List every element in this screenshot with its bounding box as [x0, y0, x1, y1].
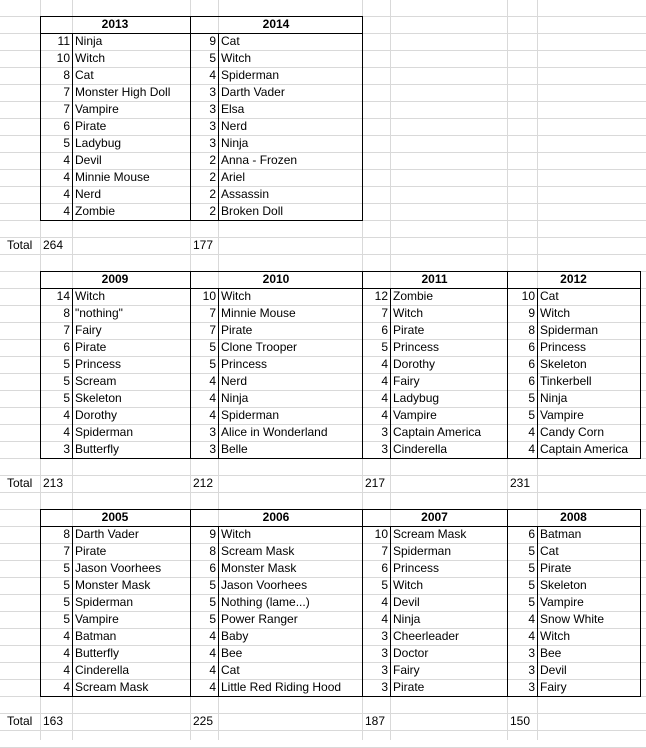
table-border — [640, 509, 641, 697]
costume-cell[interactable]: Spiderman — [393, 544, 452, 558]
costume-cell[interactable]: Skeleton — [540, 357, 587, 371]
count-cell[interactable]: 5 — [209, 612, 216, 626]
table-border — [40, 16, 363, 17]
costume-cell[interactable]: Cheerleader — [393, 629, 460, 643]
costume-cell[interactable]: Fairy — [393, 374, 420, 388]
costume-cell[interactable]: Nothing (lame...) — [221, 595, 310, 609]
count-cell[interactable]: 4 — [209, 374, 216, 388]
count-cell[interactable]: 5 — [381, 340, 388, 354]
costume-cell[interactable]: Monster Mask — [221, 561, 297, 575]
count-cell[interactable]: 10 — [374, 527, 388, 541]
total-value-2013[interactable]: 264 — [43, 238, 64, 252]
count-cell[interactable]: 4 — [381, 391, 388, 405]
costume-cell[interactable]: Snow White — [540, 612, 605, 626]
gridline-horizontal — [0, 492, 646, 493]
count-cell[interactable]: 3 — [209, 442, 216, 456]
costume-cell[interactable]: Witch — [393, 578, 423, 592]
costume-cell[interactable]: Fairy — [393, 663, 420, 677]
count-cell[interactable]: 3 — [381, 629, 388, 643]
total-label[interactable]: Total — [7, 714, 33, 728]
costume-cell[interactable]: Cinderella — [393, 442, 448, 456]
costume-cell[interactable]: Scream — [75, 374, 117, 388]
year-header-2011[interactable]: 2011 — [421, 272, 448, 286]
costume-cell[interactable]: Candy Corn — [540, 425, 605, 439]
costume-cell[interactable]: Spiderman — [75, 425, 134, 439]
costume-cell[interactable]: Ladybug — [75, 136, 122, 150]
costume-cell[interactable]: "nothing" — [75, 306, 123, 320]
costume-cell[interactable]: Clone Trooper — [221, 340, 298, 354]
count-cell[interactable]: 4 — [63, 663, 70, 677]
table-border — [40, 220, 363, 221]
count-cell[interactable]: 5 — [63, 357, 70, 371]
costume-cell[interactable]: Pirate — [393, 680, 425, 694]
count-cell[interactable]: 7 — [381, 306, 388, 320]
costume-cell[interactable]: Nerd — [75, 187, 102, 201]
table-border — [218, 288, 219, 459]
total-value-2005[interactable]: 163 — [43, 714, 64, 728]
count-cell[interactable]: 5 — [63, 595, 70, 609]
costume-cell[interactable]: Princess — [393, 561, 440, 575]
total-value-2007[interactable]: 187 — [365, 714, 386, 728]
costume-cell[interactable]: Minnie Mouse — [221, 306, 296, 320]
costume-cell[interactable]: Pirate — [75, 340, 107, 354]
table-border — [40, 696, 641, 697]
count-cell[interactable]: 7 — [209, 306, 216, 320]
count-cell[interactable]: 5 — [63, 612, 70, 626]
costume-cell[interactable]: Cat — [540, 544, 559, 558]
count-cell[interactable]: 6 — [528, 357, 535, 371]
costume-cell[interactable]: Devil — [540, 663, 567, 677]
costume-cell[interactable]: Alice in Wonderland — [221, 425, 328, 439]
count-cell[interactable]: 11 — [57, 34, 70, 48]
table-border — [40, 16, 41, 221]
count-cell[interactable]: 4 — [63, 680, 70, 694]
costume-cell[interactable]: Batman — [75, 629, 117, 643]
count-cell[interactable]: 6 — [209, 561, 216, 575]
count-cell[interactable]: 5 — [528, 595, 535, 609]
costume-cell[interactable]: Ninja — [393, 612, 421, 626]
count-cell[interactable]: 8 — [63, 527, 70, 541]
count-cell[interactable]: 4 — [63, 204, 70, 218]
costume-cell[interactable]: Butterfly — [75, 442, 120, 456]
count-cell[interactable]: 8 — [528, 323, 535, 337]
year-header-2006[interactable]: 2006 — [262, 510, 290, 524]
count-cell[interactable]: 8 — [63, 306, 70, 320]
count-cell[interactable]: 5 — [209, 340, 216, 354]
costume-cell[interactable]: Devil — [393, 595, 420, 609]
count-cell[interactable]: 4 — [528, 442, 535, 456]
count-cell[interactable]: 5 — [528, 391, 535, 405]
costume-cell[interactable]: Spiderman — [221, 68, 280, 82]
year-header-2013[interactable]: 2013 — [101, 17, 129, 31]
costume-cell[interactable]: Witch — [75, 289, 105, 303]
table-border — [40, 271, 641, 272]
count-cell[interactable]: 7 — [63, 544, 70, 558]
costume-cell[interactable]: Spiderman — [75, 595, 134, 609]
count-cell[interactable]: 8 — [209, 544, 216, 558]
table-border — [72, 288, 73, 459]
count-cell[interactable]: 3 — [209, 136, 216, 150]
costume-cell[interactable]: Princess — [540, 340, 587, 354]
costume-cell[interactable]: Anna - Frozen — [221, 153, 298, 167]
count-cell[interactable]: 4 — [209, 629, 216, 643]
costume-cell[interactable]: Princess — [75, 357, 122, 371]
costume-cell[interactable]: Zombie — [75, 204, 116, 218]
costume-cell[interactable]: Pirate — [75, 119, 107, 133]
year-header-2008[interactable]: 2008 — [560, 510, 587, 524]
costume-cell[interactable]: Witch — [221, 527, 251, 541]
count-cell[interactable]: 3 — [528, 680, 535, 694]
costume-cell[interactable]: Power Ranger — [221, 612, 298, 626]
count-cell[interactable]: 4 — [63, 646, 70, 660]
costume-cell[interactable]: Cat — [540, 289, 559, 303]
table-border — [40, 271, 41, 459]
costume-cell[interactable]: Monster High Doll — [75, 85, 171, 99]
table-border — [537, 288, 538, 459]
total-value-2011[interactable]: 217 — [365, 476, 386, 490]
costume-cell[interactable]: Witch — [75, 51, 105, 65]
count-cell[interactable]: 3 — [381, 425, 388, 439]
count-cell[interactable]: 14 — [56, 289, 70, 303]
count-cell[interactable]: 2 — [209, 187, 216, 201]
costume-cell[interactable]: Ariel — [221, 170, 246, 184]
table-border — [40, 288, 641, 289]
count-cell[interactable]: 6 — [63, 340, 70, 354]
count-cell[interactable]: 3 — [381, 663, 388, 677]
total-value-2006[interactable]: 225 — [193, 714, 214, 728]
costume-cell[interactable]: Pirate — [75, 544, 107, 558]
table-border — [640, 271, 641, 459]
costume-cell[interactable]: Vampire — [540, 408, 584, 422]
costume-cell[interactable]: Pirate — [540, 561, 572, 575]
costume-cell[interactable]: Broken Doll — [221, 204, 284, 218]
count-cell[interactable]: 5 — [209, 578, 216, 592]
total-value-2008[interactable]: 150 — [510, 714, 531, 728]
year-header-2010[interactable]: 2010 — [262, 272, 290, 286]
table-border — [72, 33, 73, 221]
count-cell[interactable]: 5 — [209, 357, 216, 371]
costume-cell[interactable]: Ninja — [540, 391, 568, 405]
costume-cell[interactable]: Witch — [540, 306, 570, 320]
costume-cell[interactable]: Little Red Riding Hood — [221, 680, 342, 694]
table-border — [537, 526, 538, 697]
total-label[interactable]: Total — [7, 476, 33, 490]
count-cell[interactable]: 9 — [209, 34, 216, 48]
costume-cell[interactable]: Captain America — [540, 442, 629, 456]
count-cell[interactable]: 5 — [63, 136, 70, 150]
count-cell[interactable]: 4 — [63, 629, 70, 643]
table-border — [40, 509, 41, 697]
costume-cell[interactable]: Fairy — [540, 680, 567, 694]
count-cell[interactable]: 5 — [209, 595, 216, 609]
count-cell[interactable]: 10 — [56, 51, 70, 65]
gridline-horizontal — [0, 730, 646, 731]
count-cell[interactable]: 3 — [381, 680, 388, 694]
table-border — [40, 458, 641, 459]
costume-cell[interactable]: Devil — [75, 153, 102, 167]
costume-cell[interactable]: Cat — [75, 68, 94, 82]
count-cell[interactable]: 9 — [528, 306, 535, 320]
costume-cell[interactable]: Tinkerbell — [540, 374, 592, 388]
costume-cell[interactable]: Scream Mask — [221, 544, 295, 558]
costume-cell[interactable]: Vampire — [75, 612, 119, 626]
count-cell[interactable]: 4 — [209, 68, 216, 82]
count-cell[interactable]: 4 — [209, 680, 216, 694]
count-cell[interactable]: 3 — [528, 646, 535, 660]
costume-cell[interactable]: Scream Mask — [75, 680, 149, 694]
costume-cell[interactable]: Vampire — [540, 595, 584, 609]
count-cell[interactable]: 4 — [381, 374, 388, 388]
count-cell[interactable]: 4 — [63, 425, 70, 439]
count-cell[interactable]: 5 — [528, 578, 535, 592]
table-border — [218, 526, 219, 697]
table-border — [40, 509, 641, 510]
count-cell[interactable]: 4 — [63, 408, 70, 422]
count-cell[interactable]: 10 — [521, 289, 535, 303]
table-border — [40, 33, 363, 34]
costume-cell[interactable]: Pirate — [221, 323, 253, 337]
count-cell[interactable]: 5 — [209, 51, 216, 65]
count-cell[interactable]: 7 — [63, 323, 70, 337]
count-cell[interactable]: 3 — [63, 442, 70, 456]
count-cell[interactable]: 6 — [528, 374, 535, 388]
count-cell[interactable]: 4 — [63, 170, 70, 184]
count-cell[interactable]: 10 — [202, 289, 216, 303]
count-cell[interactable]: 7 — [209, 323, 216, 337]
count-cell[interactable]: 6 — [381, 561, 388, 575]
costume-cell[interactable]: Ninja — [221, 136, 249, 150]
count-cell[interactable]: 6 — [528, 340, 535, 354]
costume-cell[interactable]: Bee — [540, 646, 562, 660]
costume-cell[interactable]: Cat — [221, 663, 240, 677]
count-cell[interactable]: 7 — [63, 102, 70, 116]
costume-cell[interactable]: Jason Voorhees — [221, 578, 308, 592]
count-cell[interactable]: 4 — [381, 595, 388, 609]
costume-cell[interactable]: Fairy — [75, 323, 102, 337]
count-cell[interactable]: 8 — [63, 68, 70, 82]
total-value-2009[interactable]: 213 — [43, 476, 64, 490]
costume-cell[interactable]: Skeleton — [75, 391, 122, 405]
costume-cell[interactable]: Vampire — [393, 408, 437, 422]
count-cell[interactable]: 4 — [528, 425, 535, 439]
costume-cell[interactable]: Pirate — [393, 323, 425, 337]
table-border — [390, 526, 391, 697]
year-header-2014[interactable]: 2014 — [262, 17, 290, 31]
count-cell[interactable]: 6 — [63, 119, 70, 133]
count-cell[interactable]: 6 — [528, 527, 535, 541]
count-cell[interactable]: 5 — [381, 578, 388, 592]
count-cell[interactable]: 4 — [209, 408, 216, 422]
gridline-horizontal — [0, 237, 646, 238]
count-cell[interactable]: 5 — [63, 374, 70, 388]
total-value-2012[interactable]: 231 — [510, 476, 531, 490]
table-border — [362, 16, 363, 221]
count-cell[interactable]: 4 — [381, 357, 388, 371]
costume-cell[interactable]: Ninja — [75, 34, 103, 48]
costume-cell[interactable]: Monster Mask — [75, 578, 151, 592]
count-cell[interactable]: 9 — [209, 527, 216, 541]
count-cell[interactable]: 4 — [528, 629, 535, 643]
total-value-2010[interactable]: 212 — [193, 476, 214, 490]
count-cell[interactable]: 3 — [209, 102, 216, 116]
count-cell[interactable]: 4 — [209, 646, 216, 660]
count-cell[interactable]: 3 — [381, 442, 388, 456]
costume-cell[interactable]: Vampire — [75, 102, 119, 116]
costume-cell[interactable]: Princess — [393, 340, 440, 354]
table-border — [40, 526, 641, 527]
costume-cell[interactable]: Doctor — [393, 646, 429, 660]
costume-cell[interactable]: Dorothy — [393, 357, 436, 371]
costume-cell[interactable]: Skeleton — [540, 578, 587, 592]
costume-cell[interactable]: Ladybug — [393, 391, 440, 405]
count-cell[interactable]: 2 — [209, 170, 216, 184]
costume-cell[interactable]: Cinderella — [75, 663, 130, 677]
table-border — [390, 288, 391, 459]
costume-cell[interactable]: Jason Voorhees — [75, 561, 162, 575]
costume-cell[interactable]: Batman — [540, 527, 582, 541]
count-cell[interactable]: 3 — [209, 119, 216, 133]
costume-cell[interactable]: Nerd — [221, 374, 248, 388]
year-header-2007[interactable]: 2007 — [421, 510, 448, 524]
costume-cell[interactable]: Scream Mask — [393, 527, 467, 541]
count-cell[interactable]: 3 — [381, 646, 388, 660]
costume-cell[interactable]: Ninja — [221, 391, 249, 405]
costume-cell[interactable]: Zombie — [393, 289, 434, 303]
count-cell[interactable]: 3 — [209, 85, 216, 99]
costume-cell[interactable]: Assassin — [221, 187, 270, 201]
count-cell[interactable]: 2 — [209, 153, 216, 167]
costume-cell[interactable]: Princess — [221, 357, 268, 371]
count-cell[interactable]: 4 — [63, 187, 70, 201]
year-header-2012[interactable]: 2012 — [560, 272, 587, 286]
count-cell[interactable]: 5 — [528, 408, 535, 422]
costume-cell[interactable]: Darth Vader — [221, 85, 285, 99]
costume-cell[interactable]: Captain America — [393, 425, 482, 439]
count-cell[interactable]: 7 — [63, 85, 70, 99]
count-cell[interactable]: 5 — [63, 578, 70, 592]
costume-cell[interactable]: Spiderman — [221, 408, 280, 422]
total-value-2014[interactable]: 177 — [193, 238, 214, 252]
costume-cell[interactable]: Darth Vader — [75, 527, 139, 541]
count-cell[interactable]: 7 — [381, 544, 388, 558]
costume-cell[interactable]: Witch — [393, 306, 423, 320]
costume-cell[interactable]: Butterfly — [75, 646, 120, 660]
count-cell[interactable]: 5 — [63, 561, 70, 575]
count-cell[interactable]: 4 — [528, 612, 535, 626]
count-cell[interactable]: 3 — [528, 663, 535, 677]
costume-cell[interactable]: Dorothy — [75, 408, 118, 422]
costume-cell[interactable]: Spiderman — [540, 323, 599, 337]
count-cell[interactable]: 4 — [209, 391, 216, 405]
costume-cell[interactable]: Witch — [221, 289, 251, 303]
total-label[interactable]: Total — [7, 238, 33, 252]
count-cell[interactable]: 4 — [381, 408, 388, 422]
costume-cell[interactable]: Nerd — [221, 119, 248, 133]
count-cell[interactable]: 2 — [209, 204, 216, 218]
gridline-horizontal — [0, 254, 646, 255]
costume-cell[interactable]: Witch — [221, 51, 251, 65]
costume-cell[interactable]: Witch — [540, 629, 570, 643]
count-cell[interactable]: 4 — [63, 153, 70, 167]
costume-cell[interactable]: Elsa — [221, 102, 245, 116]
year-header-2005[interactable]: 2005 — [101, 510, 129, 524]
count-cell[interactable]: 12 — [374, 289, 388, 303]
count-cell[interactable]: 5 — [528, 561, 535, 575]
count-cell[interactable]: 5 — [63, 391, 70, 405]
count-cell[interactable]: 4 — [381, 612, 388, 626]
costume-cell[interactable]: Minnie Mouse — [75, 170, 150, 184]
costume-cell[interactable]: Bee — [221, 646, 243, 660]
table-border — [218, 33, 219, 221]
costume-cell[interactable]: Belle — [221, 442, 248, 456]
count-cell[interactable]: 4 — [209, 663, 216, 677]
year-header-2009[interactable]: 2009 — [101, 272, 129, 286]
count-cell[interactable]: 6 — [381, 323, 388, 337]
count-cell[interactable]: 5 — [528, 544, 535, 558]
costume-cell[interactable]: Baby — [221, 629, 249, 643]
costume-cell[interactable]: Cat — [221, 34, 240, 48]
table-border — [72, 526, 73, 697]
count-cell[interactable]: 3 — [209, 425, 216, 439]
